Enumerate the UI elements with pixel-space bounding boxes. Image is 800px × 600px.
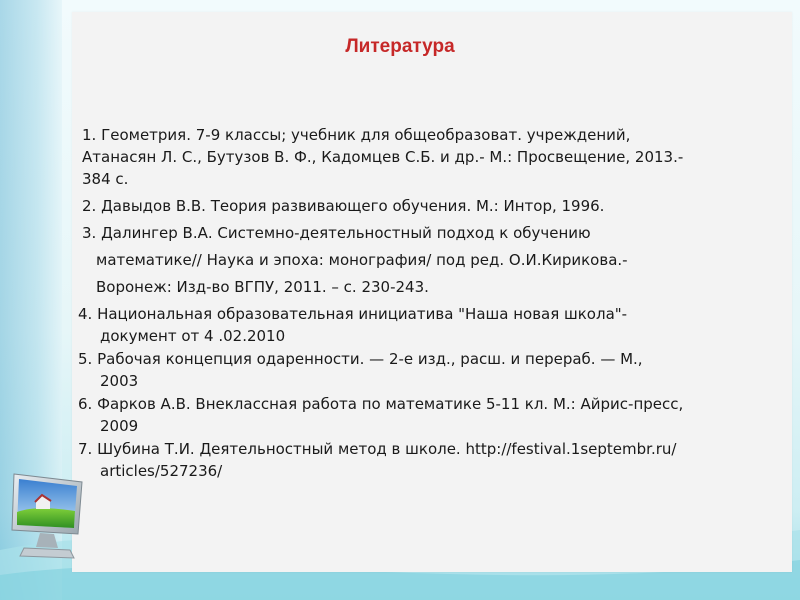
reference-line: 2003	[100, 372, 139, 390]
reference-line: документ от 4 .02.2010	[100, 327, 286, 345]
reference-line: математике// Наука и эпоха: монография/ под ред. О.И.Кирикова.-	[96, 251, 628, 269]
reference-line: 3. Далингер В.А. Системно-деятельностный подход к обучению	[82, 224, 591, 242]
reference-item-2	[82, 195, 794, 217]
reference-line: Атанасян Л. С., Бутузов В. Ф., Кадомцев С.Б. и др.- М.: Просвещение, 2013.-	[82, 148, 684, 166]
reference-list	[78, 124, 794, 483]
reference-line: 4. Национальная образовательная инициатива "Наша новая школа"-	[78, 305, 628, 323]
reference-line: articles/527236/	[100, 462, 223, 480]
reference-line: 7. Шубина Т.И. Деятельностный метод в школе. http://festival.1septembr.ru/	[78, 440, 677, 458]
reference-line: 384 с.	[82, 170, 129, 188]
reference-line: 2009	[100, 417, 139, 435]
reference-item-5	[78, 348, 794, 392]
computer-monitor-landscape-icon	[4, 468, 90, 570]
reference-item-3	[82, 222, 794, 298]
reference-item-6	[78, 393, 794, 437]
reference-item-4	[78, 303, 794, 347]
reference-line: 1. Геометрия. 7-9 классы; учебник для общеобразоват. учреждений,	[82, 126, 631, 144]
reference-line: 6. Фарков А.В. Внеклассная работа по математике 5-11 кл. М.: Айрис-пресс,	[78, 395, 684, 413]
reference-item-7	[78, 438, 794, 482]
reference-item-1	[82, 124, 794, 190]
reference-line: Воронеж: Изд-во ВГПУ, 2011. – с. 230-243.	[96, 278, 429, 296]
reference-line: 2. Давыдов В.В. Теория развивающего обучения. М.: Интор, 1996.	[82, 197, 605, 215]
slide-title: Литература	[345, 36, 455, 57]
reference-line: 5. Рабочая концепция одаренности. — 2-е изд., расш. и перераб. — М.,	[78, 350, 643, 368]
